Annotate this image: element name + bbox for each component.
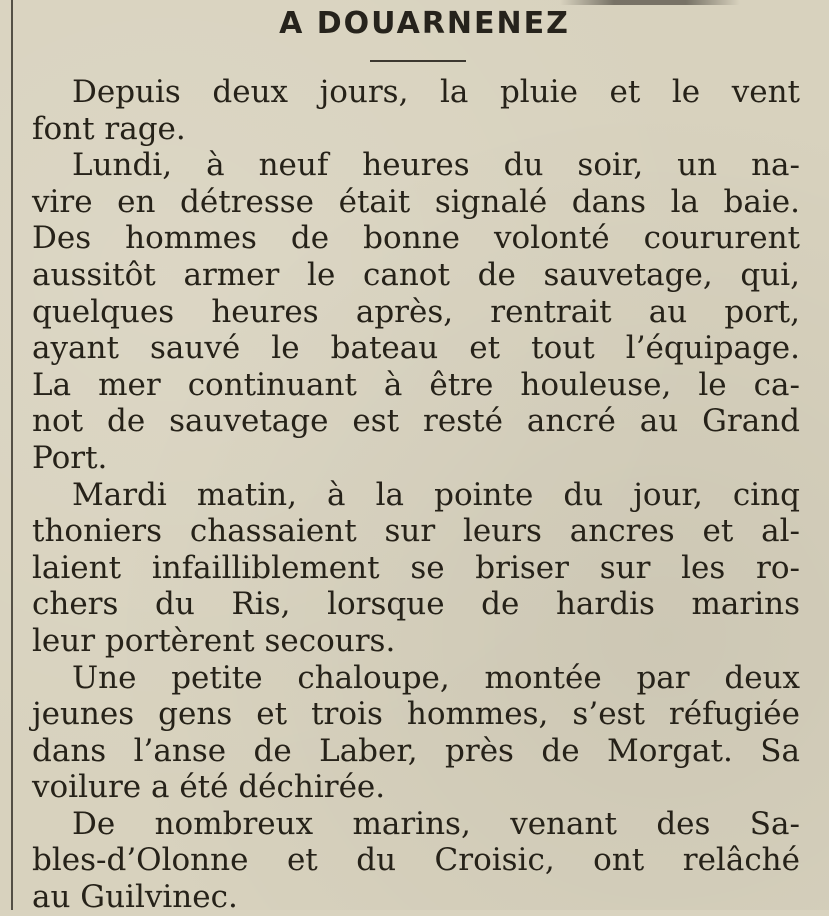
article-line: Lundi, à neuf heures du soir, un na- xyxy=(72,147,800,184)
article-line: laient infailliblement se briser sur les ro- xyxy=(32,549,800,586)
article-line: jeunes gens et trois hommes, s’est réfugiée xyxy=(32,696,800,733)
article-line: bles-d’Olonne et du Croisic, ont relâché xyxy=(32,842,800,879)
article-line: Mardi matin, à la pointe du jour, cinq xyxy=(72,476,800,513)
article-line: aussitôt armer le canot de sauvetage, qui, xyxy=(32,256,800,293)
article-line: La mer continuant à être houleuse, le ca- xyxy=(32,366,800,403)
article-line: au Guilvinec. xyxy=(32,879,238,916)
article-line: Port. xyxy=(32,439,108,476)
article-line: dans l’anse de Laber, près de Morgat. Sa xyxy=(32,732,800,769)
article-line: quelques heures après, rentrait au port, xyxy=(32,293,800,330)
article-line: leur portèrent secours. xyxy=(32,622,396,659)
article-line: thoniers chassaient sur leurs ancres et al- xyxy=(32,513,800,550)
article-line: chers du Ris, lorsque de hardis marins xyxy=(32,586,800,623)
article-line: Une petite chaloupe, montée par deux xyxy=(72,659,800,696)
article-body xyxy=(32,74,800,916)
article-line: ayant sauvé le bateau et tout l’équipage. xyxy=(32,330,800,367)
article-line: voilure a été déchirée. xyxy=(32,769,386,806)
article-headline: A DOUARNENEZ xyxy=(279,6,570,41)
previous-article-residue xyxy=(560,0,740,5)
article-line: Des hommes de bonne volonté coururent xyxy=(32,220,800,257)
article-line: font rage. xyxy=(32,110,186,147)
article-line: De nombreux marins, venant des Sa- xyxy=(72,805,800,842)
column-rule xyxy=(11,0,13,910)
article-line: Depuis deux jours, la pluie et le vent xyxy=(72,74,800,110)
article-line: vire en détresse était signalé dans la baie. xyxy=(32,183,800,220)
article-line: not de sauvetage est resté ancré au Grand xyxy=(32,403,800,440)
headline-divider xyxy=(370,60,466,62)
